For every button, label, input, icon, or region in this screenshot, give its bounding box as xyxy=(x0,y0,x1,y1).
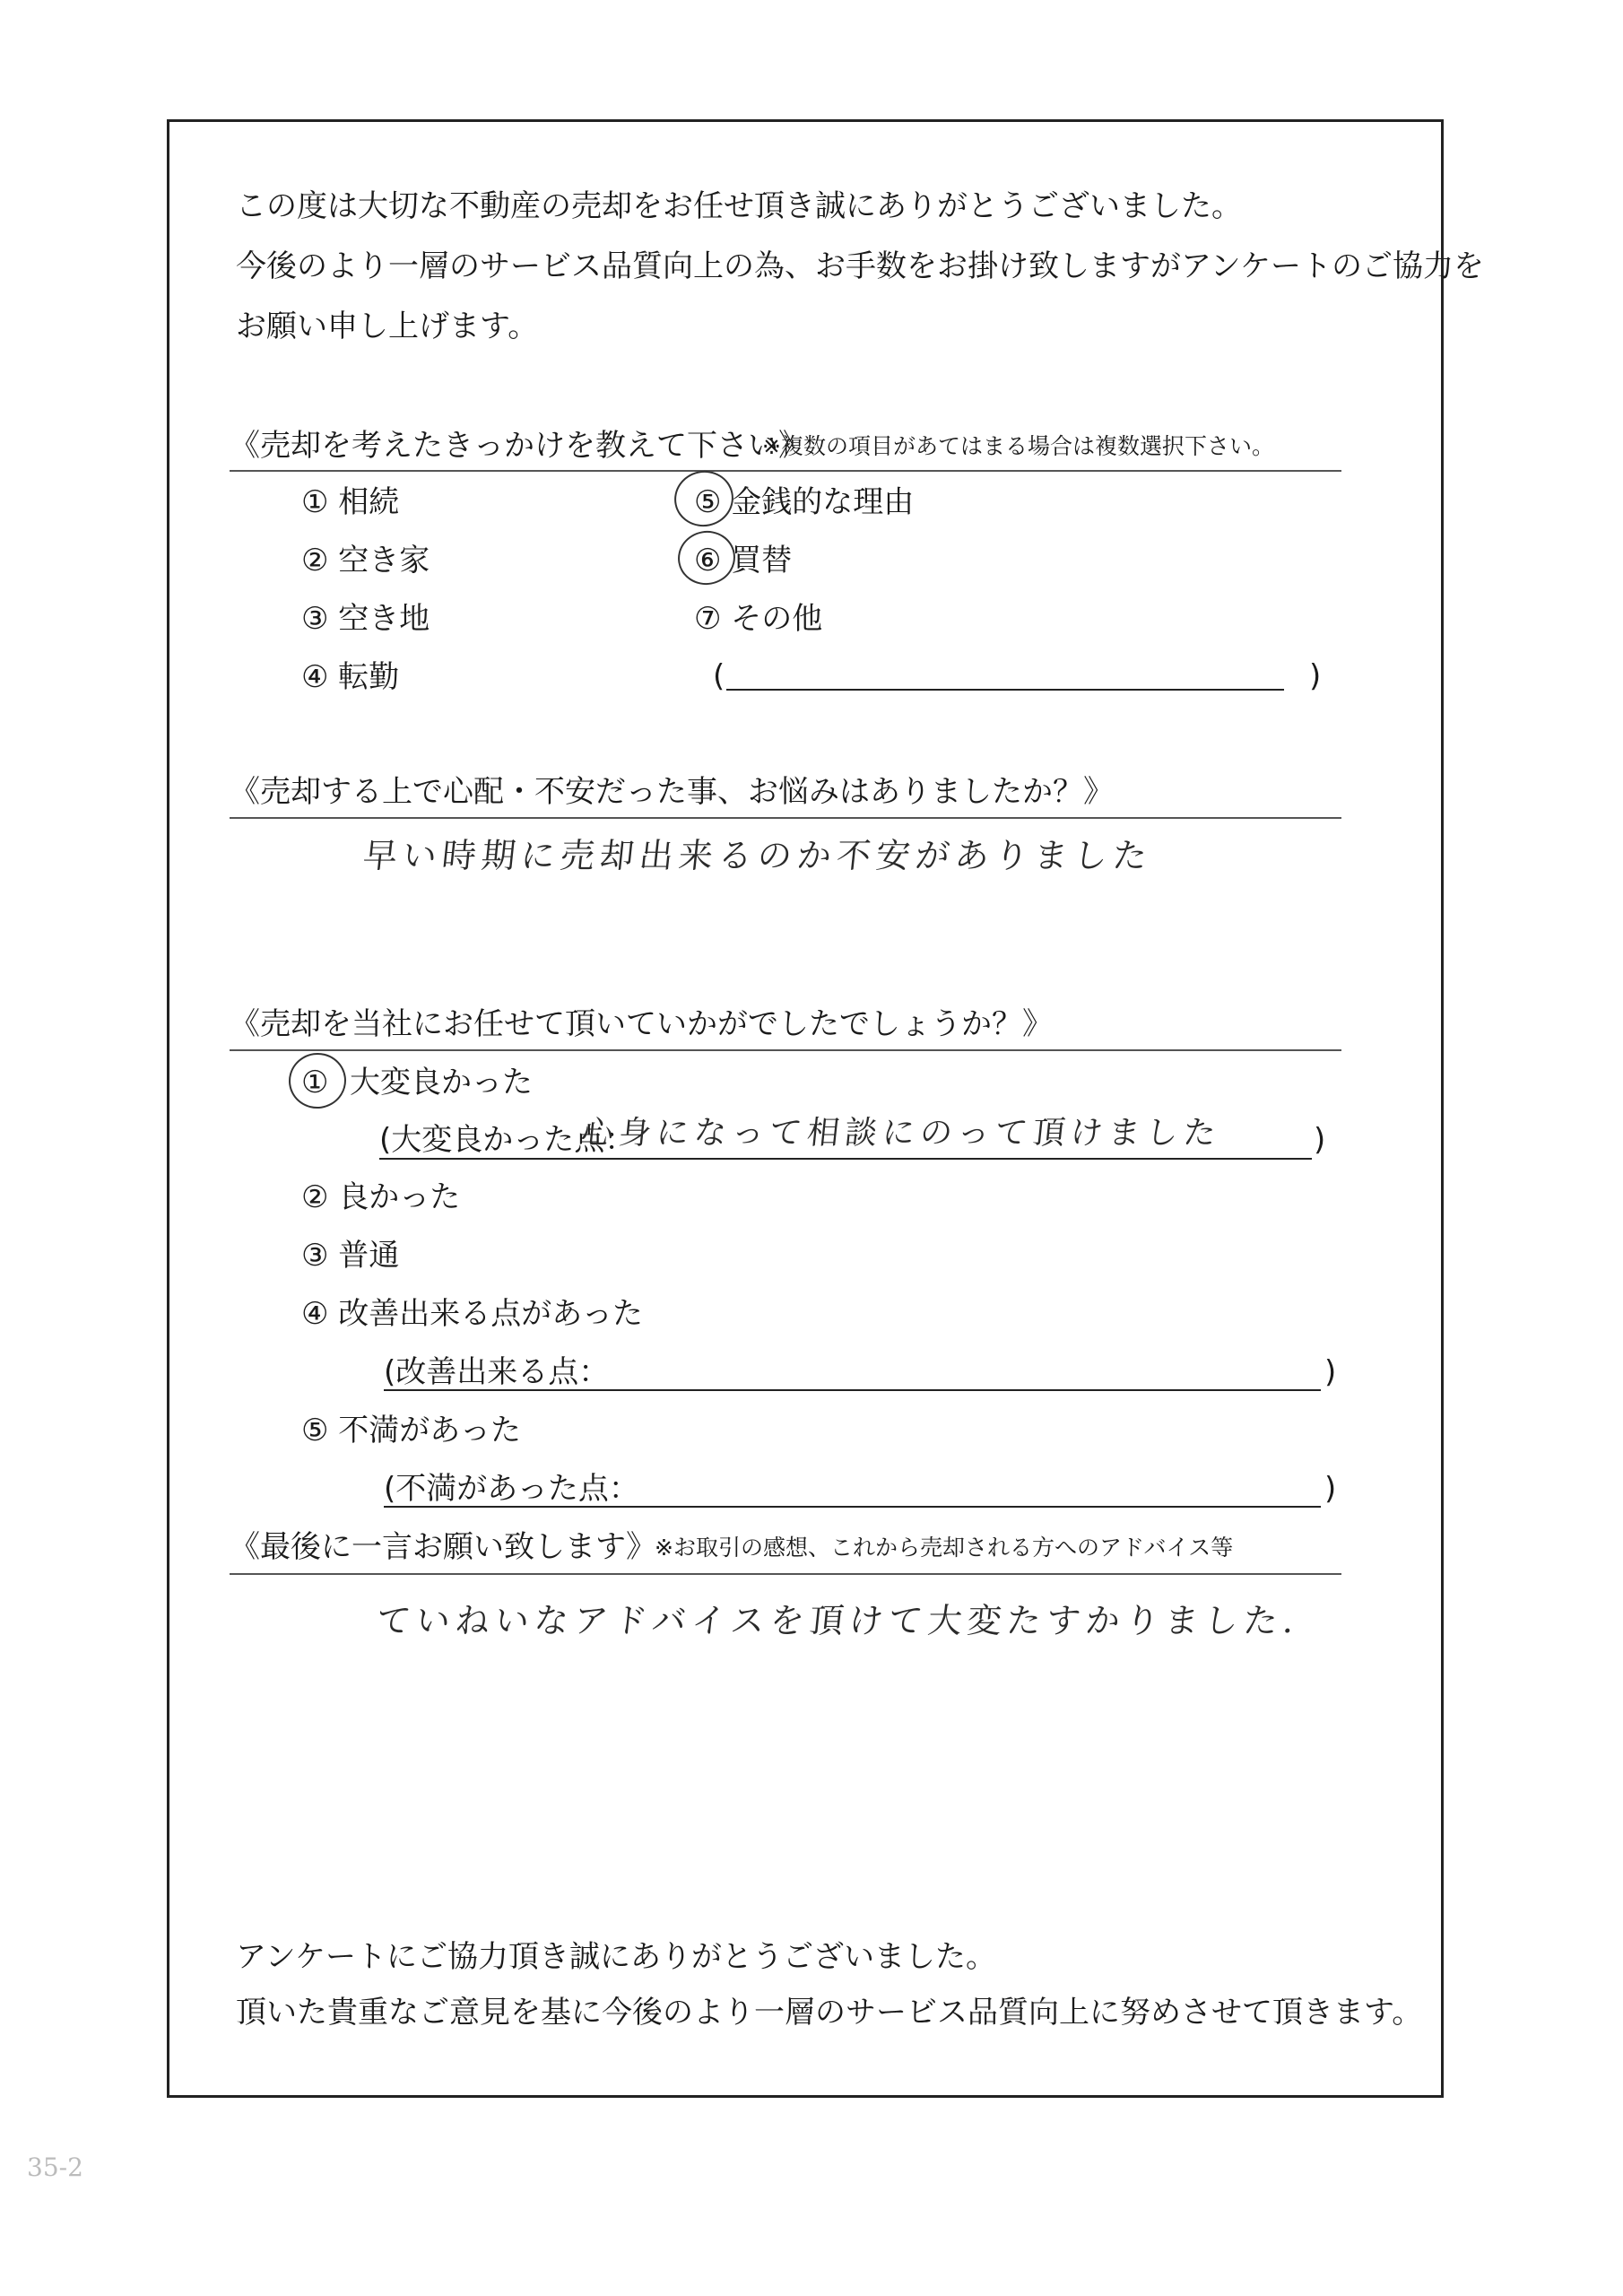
q3-option-average: ③ 普通 xyxy=(301,1238,400,1274)
q3-dissatisfied-close: ) xyxy=(1324,1471,1337,1507)
q1-divider xyxy=(230,470,1341,472)
q3-good-point-label: (大変良かった点： xyxy=(379,1122,636,1158)
q3-good-point-line[interactable] xyxy=(379,1158,1312,1160)
outro-line-1: アンケートにご協力頂き誠にありがとうございました。 xyxy=(236,1939,996,1975)
intro-line-3: お願い申し上げます。 xyxy=(236,309,539,344)
q3-dissatisfied-line[interactable] xyxy=(384,1506,1321,1508)
survey-frame xyxy=(167,119,1444,2098)
q2-divider xyxy=(230,817,1341,819)
q1-option-other: ⑦ その他 xyxy=(694,601,823,637)
q3-option-dissatisfied: ⑤ 不満があった xyxy=(301,1413,521,1448)
q1-option-replacement: ⑥ 買替 xyxy=(694,543,793,578)
q3-improve-label: (改善出来る点： xyxy=(384,1354,610,1390)
q4-handwritten-answer: ていねいなアドバイスを頂けて大変たすかりました. xyxy=(374,1601,1302,1640)
q1-option-transfer: ④ 転勤 xyxy=(301,659,400,695)
page-mark: 35-2 xyxy=(27,2152,83,2182)
q3-good-point-handwritten: 心身になって相談にのって頂けました xyxy=(578,1115,1223,1152)
q3-opt1-number: ① xyxy=(301,1065,329,1100)
q3-option-very-good: 大変良かった xyxy=(350,1065,533,1100)
q1-option-vacant-house: ② 空き家 xyxy=(301,543,430,578)
q1-other-input-line[interactable] xyxy=(726,689,1284,691)
intro-line-1: この度は大切な不動産の売却をお任せ頂き誠にありがとうございました。 xyxy=(236,188,1242,224)
q3-improve-close: ) xyxy=(1324,1354,1337,1390)
q3-good-point-close: ) xyxy=(1314,1122,1326,1158)
q1-option-inheritance: ① 相続 xyxy=(301,484,400,520)
q3-divider xyxy=(230,1049,1341,1051)
q1-option-vacant-land: ③ 空き地 xyxy=(301,601,430,637)
q3-dissatisfied-label: (不満があった点： xyxy=(384,1471,639,1507)
q3-option-good: ② 良かった xyxy=(301,1179,461,1215)
q1-note: ※複数の項目があてはまる場合は複数選択下さい。 xyxy=(762,433,1274,459)
q1-other-close-paren: ) xyxy=(1309,658,1322,694)
outro-line-2: 頂いた貴重なご意見を基に今後のより一層のサービス品質向上に努めさせて頂きます。 xyxy=(236,1995,1423,2031)
q3-title: 《売却を当社にお任せて頂いていかがでしたでしょうか？》 xyxy=(230,1006,1053,1042)
q1-other-open-paren: ( xyxy=(713,658,725,694)
q3-improve-line[interactable] xyxy=(384,1389,1321,1391)
q4-title: 《最後に一言お願い致します》 xyxy=(230,1529,656,1565)
q1-option-financial: ⑤ 金銭的な理由 xyxy=(694,484,915,520)
q3-option-improvable: ④ 改善出来る点があった xyxy=(301,1296,643,1332)
q1-title: 《売却を考えたきっかけを教えて下さい》 xyxy=(230,428,809,464)
q2-handwritten-answer: 早い時期に売却出来るのか不安がありました xyxy=(360,836,1155,875)
intro-line-2: 今後のより一層のサービス品質向上の為、お手数をお掛け致しますがアンケートのご協力を xyxy=(236,248,1484,284)
q2-title: 《売却する上で心配・不安だった事、お悩みはありましたか？》 xyxy=(230,774,1114,810)
q4-note: ※お取引の感想、これから売却される方へのアドバイス等 xyxy=(655,1535,1234,1561)
q4-divider xyxy=(230,1573,1341,1575)
